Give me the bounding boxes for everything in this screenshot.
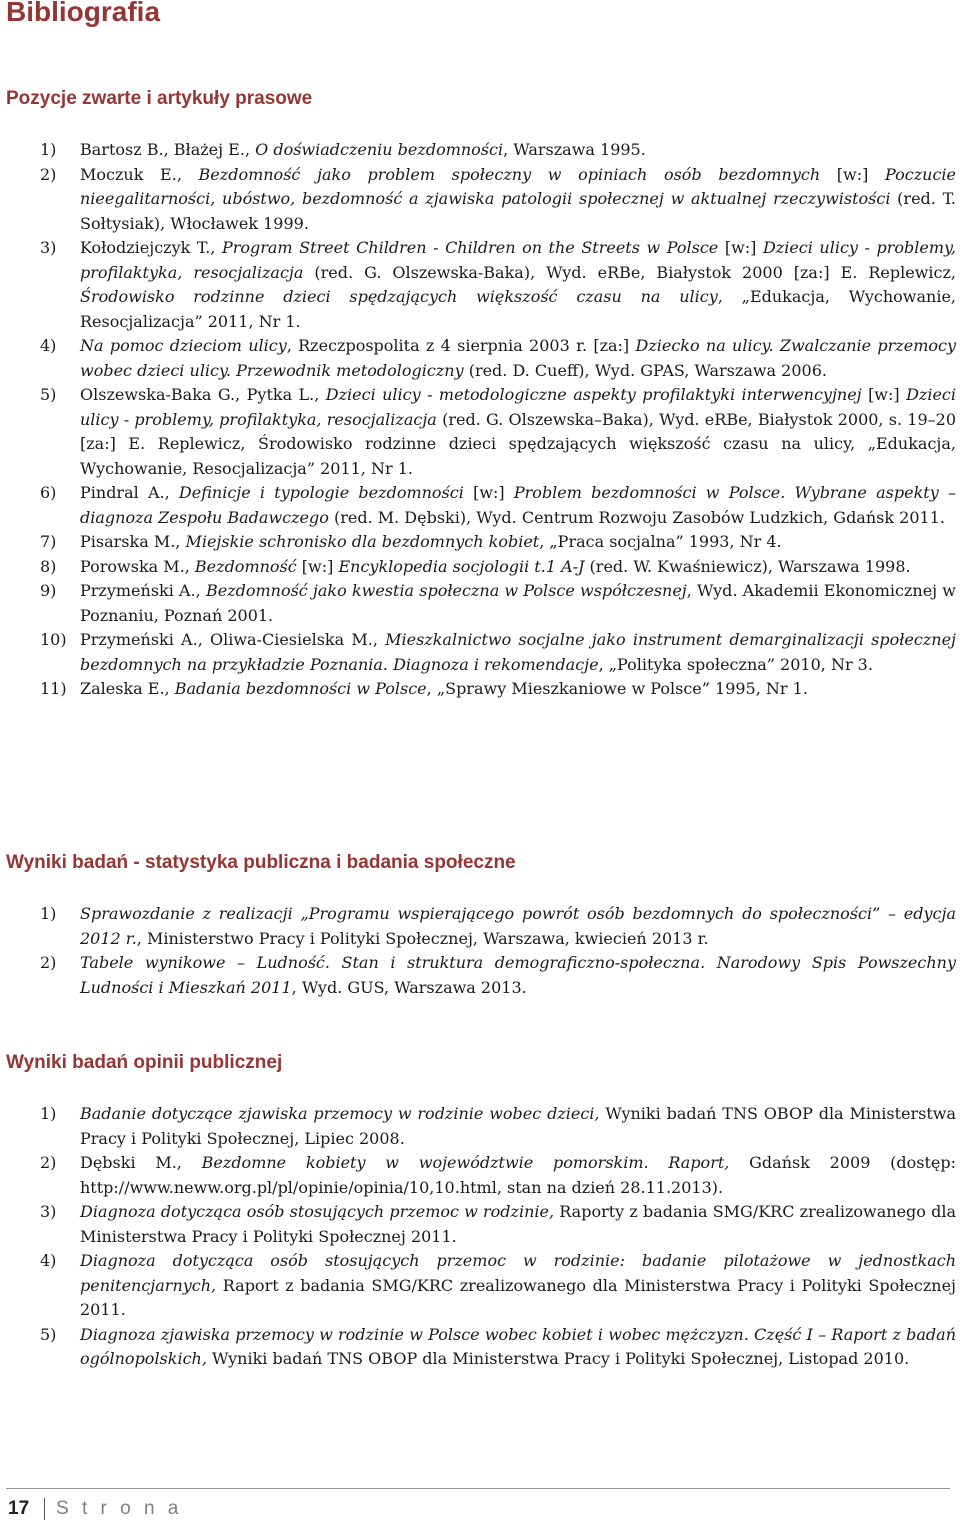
reference-text: Zaleska E., <box>80 679 175 698</box>
footer-separator <box>44 1498 45 1520</box>
reference-item <box>0 383 956 481</box>
reference-text: , Rzeczpospolita z 4 sierpnia 2003 r. [za:] <box>286 336 636 355</box>
reference-item <box>0 1200 956 1249</box>
reference-text: Porowska M., <box>80 556 195 576</box>
reference-title-italic: Dziecko na ulicy. Zwalczanie przemocy wobec dzieci ulicy. Przewodnik metodologiczny <box>80 336 957 380</box>
page-footer <box>6 1488 956 1524</box>
reference-title-italic: Miejskie schronisko dla bezdomnych kobiet <box>185 532 540 551</box>
reference-text: , Wyd. Akademii Ekonomicznej w Poznaniu, Poznań 2001. <box>80 581 956 625</box>
reference-title-italic: Poczucie nieegalitarności, ubóstwo, bezdomność a zjawiska patologii społecznej w aktualnej rzeczywistości <box>80 164 956 208</box>
reference-text: [w:] <box>296 556 339 576</box>
page-title: Bibliografia <box>6 0 161 27</box>
reference-title-italic: Encyklopedia socjologii t.1 A-J <box>338 556 585 576</box>
reference-item <box>0 677 956 702</box>
footer-divider <box>6 1488 950 1489</box>
reference-number: 11) <box>40 679 67 698</box>
reference-title-italic: Bezdomność jako kwestia społeczna w Polsce współczesnej <box>205 581 687 600</box>
reference-title-italic: Bezdomność <box>194 556 297 576</box>
reference-item <box>0 902 956 951</box>
reference-text: [w:] <box>861 385 907 404</box>
page-label: S t r o n a <box>56 1498 183 1519</box>
reference-text: , „Polityka społeczna” 2010, Nr 3. <box>598 654 873 674</box>
reference-text: (red. T. Sołtysiak), Włocławek 1999. <box>80 189 956 233</box>
reference-list-books <box>0 138 956 702</box>
reference-list-opinion-polls <box>0 1102 956 1372</box>
page-number: 17 <box>8 1498 30 1519</box>
reference-text: (red. G. Olszewska–Baka), Wyd. eRBe, Białystok 2000, s. 19–20 [za:] E. Replewicz, Środowisko rodzinne dzieci spędzających większość czasu na ulicy, „Edukacja, Wychowanie, Resocjalizacja” 2011, Nr 1. <box>80 409 957 478</box>
reference-text: Raporty z badania SMG/KRC zrealizowanego dla Ministerstwa Pracy i Polityki Społecznej 2011. <box>80 1202 956 1246</box>
reference-text: [w:] <box>820 164 885 184</box>
reference-item <box>0 579 956 628</box>
reference-title-italic: O doświadczeniu bezdomności <box>255 140 504 159</box>
reference-number: 5) <box>40 1324 57 1344</box>
reference-number: 10) <box>40 630 67 649</box>
reference-number: 1) <box>40 904 57 923</box>
reference-text: Kołodziejczyk T., <box>80 238 222 257</box>
reference-text: , „Edukacja, Wychowanie, Resocjalizacja” 2011, Nr 1. <box>80 287 957 331</box>
reference-text: , „Sprawy Mieszkaniowe w Polsce” 1995, Nr 1. <box>426 679 808 698</box>
reference-title-italic: Badanie dotyczące zjawiska przemocy w rodzinie wobec dzieci, <box>80 1104 600 1123</box>
reference-number: 5) <box>40 385 57 404</box>
reference-text: Wyniki badań TNS OBOP dla Ministerstwa Pracy i Polityki Społecznej, Lipiec 2008. <box>80 1104 957 1148</box>
reference-item <box>0 1249 956 1323</box>
reference-text: Pisarska M., <box>80 532 186 551</box>
reference-text: Przymeński A., <box>80 581 206 600</box>
reference-title-italic: Sprawozdanie z realizacji „Programu wspierającego powrót osób bezdomnych do społeczności” – edycja 2012 r. <box>80 904 956 948</box>
reference-title-italic: Diagnoza dotycząca osób stosujących przemoc w rodzinie, <box>80 1202 555 1221</box>
reference-item <box>0 236 956 334</box>
reference-number: 2) <box>40 1153 57 1172</box>
reference-text: (red. G. Olszewska-Baka), Wyd. eRBe, Białystok 2000 [za:] E. Replewicz, <box>303 262 956 282</box>
reference-number: 4) <box>40 336 57 355</box>
reference-title-italic: Tabele wynikowe – Ludność. Stan i struktura demograficzno-społeczna. Narodowy Spis Powszechny Ludności i Mieszkań 2011 <box>80 953 956 997</box>
reference-item <box>0 138 956 163</box>
section-heading-statistics: Wyniki badań - statystyka publiczna i badania społeczne <box>6 852 516 873</box>
reference-number: 6) <box>40 483 57 502</box>
reference-title-italic: Dzieci ulicy - problemy, profilaktyka, resocjalizacja <box>80 238 957 282</box>
reference-text: Wyniki badań TNS OBOP dla Ministerstwa Pracy i Polityki Społecznej, Listopad 2010. <box>206 1349 910 1368</box>
reference-text: , „Praca socjalna” 1993, Nr 4. <box>539 532 782 551</box>
reference-text: (red. W. Kwaśniewicz), Warszawa 1998. <box>584 556 911 576</box>
reference-title-italic: Bezdomność jako problem społeczny w opiniach osób bezdomnych <box>198 164 821 184</box>
reference-item <box>0 1323 956 1372</box>
reference-title-italic: Diagnoza zjawiska przemocy w rodzinie w Polsce wobec kobiet i wobec mężczyzn. Część I – Raport z badań ogólnopolskich, <box>80 1324 956 1368</box>
reference-text: (red. M. Dębski), Wyd. Centrum Rozwoju Zasobów Ludzkich, Gdańsk 2011. <box>328 507 945 527</box>
reference-text: Bartosz B., Błażej E., <box>80 140 256 159</box>
reference-number: 2) <box>40 164 57 184</box>
reference-item <box>0 628 956 677</box>
reference-number: 3) <box>40 1202 57 1221</box>
reference-item <box>0 951 956 1000</box>
section-heading-opinion-polls: Wyniki badań opinii publicznej <box>6 1052 283 1073</box>
reference-title-italic: Dzieci ulicy - problemy, profilaktyka, resocjalizacja <box>80 385 956 429</box>
reference-text: , Wyd. GUS, Warszawa 2013. <box>291 977 527 997</box>
reference-item <box>0 530 956 555</box>
reference-number: 4) <box>40 1251 57 1270</box>
reference-title-italic: Diagnoza dotycząca osób stosujących przemoc w rodzinie: badanie pilotażowe w jednostkach penitencjarnych, <box>80 1251 956 1295</box>
reference-title-italic: Program Street Children - Children on the Streets w Polsce <box>221 238 719 257</box>
reference-text: Przymeński A., Oliwa-Ciesielska M., <box>80 630 386 649</box>
reference-text: Pindral A., <box>80 483 179 502</box>
reference-number: 9) <box>40 581 57 600</box>
reference-item <box>0 163 956 237</box>
reference-title-italic: Definicje i typologie bezdomności <box>178 483 464 502</box>
reference-number: 3) <box>40 238 57 257</box>
reference-text: Gdańsk 2009 (dostęp: http://www.neww.org.pl/pl/opinie/opinia/10,10.html, stan na dzień 28.11.2013). <box>80 1153 957 1197</box>
reference-number: 2) <box>40 953 57 972</box>
reference-title-italic: Badania bezdomności w Polsce <box>174 679 427 698</box>
reference-number: 1) <box>40 1104 57 1123</box>
reference-title-italic: Środowisko rodzinne dzieci spędzających większość czasu na ulicy <box>80 287 718 306</box>
reference-number: 8) <box>40 556 57 576</box>
reference-text: [w:] <box>718 238 763 257</box>
reference-title-italic: Na pomoc dzieciom ulicy <box>80 336 287 355</box>
reference-item <box>0 1151 956 1200</box>
reference-text: [w:] <box>463 483 514 502</box>
reference-text: Dębski M., <box>80 1153 202 1172</box>
reference-title-italic: Dzieci ulicy - metodologiczne aspekty profilaktyki interwencyjnej <box>325 385 862 404</box>
reference-text: , Ministerstwo Pracy i Polityki Społecznej, Warszawa, kwiecień 2013 r. <box>136 928 709 948</box>
reference-item <box>0 334 956 383</box>
reference-title-italic: Mieszkalnictwo socjalne jako instrument demarginalizacji społecznej bezdomnych na przykładzie Poznania. Diagnoza i rekomendacje <box>80 630 957 674</box>
reference-number: 1) <box>40 140 57 159</box>
reference-text: Raport z badania SMG/KRC zrealizowanego dla Ministerstwa Pracy i Polityki Społecznej 2011. <box>80 1275 956 1319</box>
reference-list-statistics <box>0 902 956 1000</box>
reference-text: (red. D. Cueff), Wyd. GPAS, Warszawa 2006. <box>463 360 827 380</box>
section-heading-books: Pozycje zwarte i artykuły prasowe <box>6 88 313 109</box>
reference-text: Moczuk E., <box>80 164 199 184</box>
reference-title-italic: Problem bezdomności w Polsce. Wybrane aspekty – diagnoza Zespołu Badawczego <box>80 483 956 527</box>
reference-number: 7) <box>40 532 57 551</box>
reference-item <box>0 555 956 580</box>
reference-title-italic: Bezdomne kobiety w województwie pomorskim. Raport, <box>201 1153 730 1172</box>
reference-text: Olszewska-Baka G., Pytka L., <box>80 385 326 404</box>
reference-text: , Warszawa 1995. <box>503 140 646 159</box>
reference-item <box>0 1102 956 1151</box>
reference-item <box>0 481 956 530</box>
